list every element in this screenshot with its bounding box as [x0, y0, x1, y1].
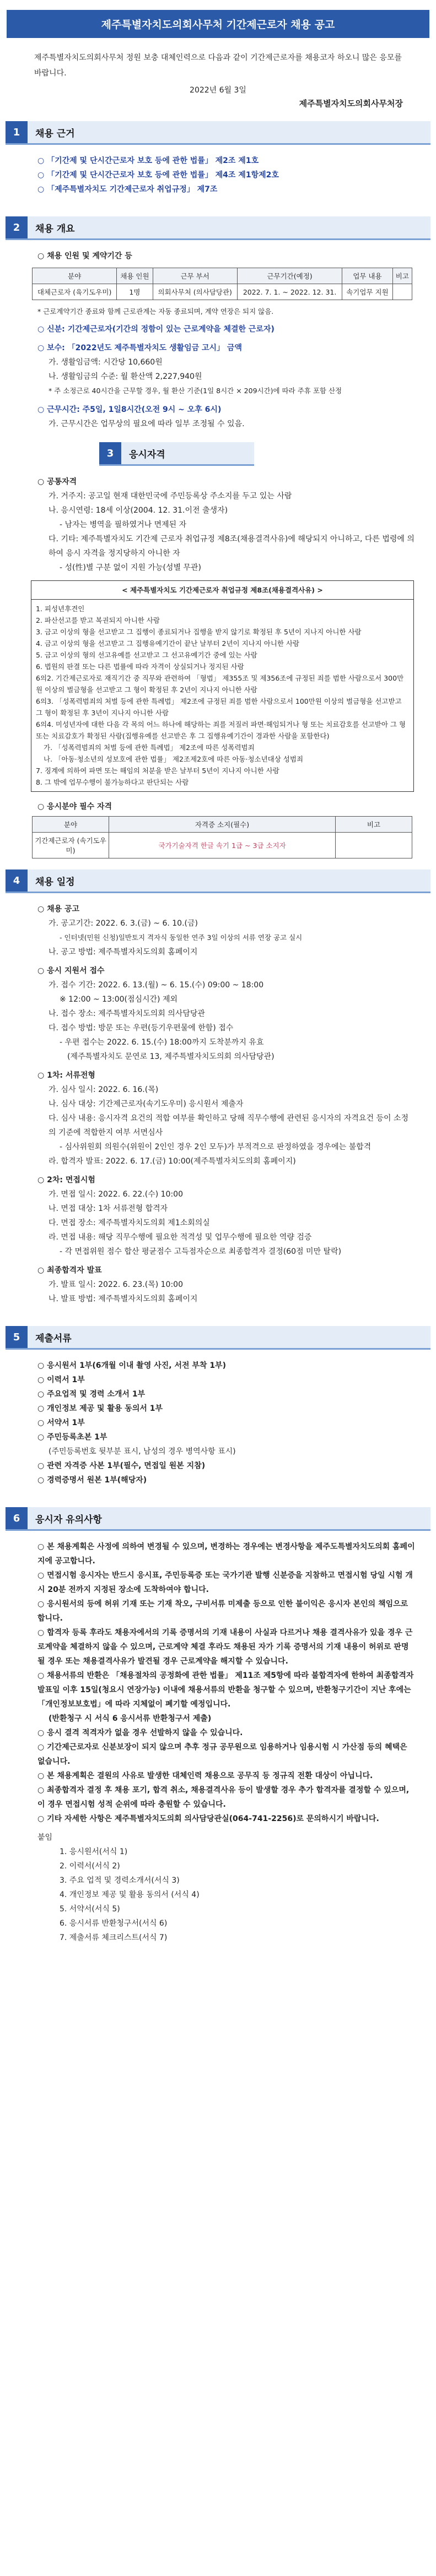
notice-item: ○ 본 채용계획은 결원의 사유로 발생한 대체인력 채용으로 공무직 등 정규직 전환 대상이 아닙니다.: [37, 1771, 373, 1780]
section-2-title: 채용 개요: [28, 216, 430, 238]
section-2-number: 2: [6, 216, 28, 238]
list-item: 6의3. 「성폭력범죄의 처벌 등에 관한 특례법」 제2조에 규정된 죄를 범한 사람으로서 100만원 이상의 벌금형을 선고받고 그 형이 확정된 후 3년이 지나지 아니한 사람: [36, 697, 402, 717]
attachment-item[interactable]: 5. 서약서(서식 5): [60, 1905, 120, 1914]
disqualification-box: [31, 580, 414, 792]
table-header: 업무 내용: [342, 268, 392, 284]
schedule-detail: 나. 발표 방법: 제주특별자치도의회 홈페이지: [49, 1295, 198, 1303]
issuing-organization: 제주특별자치도의회사무처장: [299, 99, 403, 108]
document-item: ○ 관련 자격증 사본 1부(필수, 면접일 원본 지참): [37, 1461, 206, 1470]
schedule-detail: 가. 심사 일시: 2022. 6. 16.(목): [49, 1085, 159, 1094]
table-header-row: [33, 268, 412, 284]
schedule-detail: 나. 공고 방법: 제주특별자치도의회 홈페이지: [49, 948, 198, 957]
list-item: 2. 파산선고를 받고 복권되지 아니한 사람: [36, 616, 160, 624]
document-item: ○ 이력서 1부: [37, 1376, 85, 1384]
list-item: 3. 금고 이상의 형을 선고받고 그 집행이 종료되거나 집행을 받지 않기로 확정된 후 5년이 지나지 아니한 사람: [36, 628, 362, 636]
required-qualification-heading: ○ 응시분야 필수 자격: [37, 802, 112, 811]
page-title: 제주특별자치도의회사무처 기간제근로자 채용 공고: [7, 10, 429, 38]
schedule-notice-heading: ○ 채용 공고: [37, 905, 80, 914]
table-cell: 국가기술자격 한글 속기 1급 ~ 3급 소지자: [109, 833, 336, 858]
section-5-number: 5: [6, 1326, 28, 1348]
schedule-detail: - 심사위원회 의원수(위원이 2인인 경우 2인 모두)가 부적격으로 판정하였을 경우에는 불합격: [60, 1143, 372, 1151]
list-item: 6. 법원의 판결 또는 다른 법률에 따라 자격이 상실되거나 정지된 사람: [36, 662, 244, 671]
section-4-number: 4: [6, 869, 28, 892]
table-header: 근무 부서: [153, 268, 237, 284]
schedule-detail: 나. 면접 대상: 1차 서류전형 합격자: [49, 1204, 168, 1213]
notice-item: ○ 면접시험 응시자는 반드시 응시표, 주민등록증 또는 국가기관 발행 신분증을 지참하고 면접시험 당일 시험 개시 20분 전까지 지정된 장소에 도착하여야 합니다.: [37, 1571, 413, 1594]
required-qualification-table: [32, 816, 412, 858]
document-item: ○ 주요업적 및 경력 소개서 1부: [37, 1390, 146, 1399]
schedule-interview-heading: ○ 2차: 면접시험: [37, 1176, 95, 1184]
schedule-final-heading: ○ 최종합격자 발표: [37, 1266, 102, 1275]
table-row: [33, 284, 412, 300]
attachments: [6, 1830, 430, 1845]
schedule-detail: ※ 12:00 ~ 13:00(점심시간) 제외: [60, 995, 178, 1004]
table-header-row: [33, 817, 412, 833]
notice-item: ○ 기타 자세한 사항은 제주특별자치도의회 의사담당관실(064-741-2256)로 문의하시기 바랍니다.: [37, 1814, 379, 1823]
notice-item-note: (반환청구 시 서식 6 응시서류 반환청구서 제출): [49, 1714, 212, 1723]
section-2-header: [6, 216, 430, 240]
table-header: 비고: [336, 817, 412, 833]
document-item: ○ 개인정보 제공 및 활용 동의서 1부: [37, 1404, 163, 1413]
table-cell: 기간제근로자 (속기도우미): [33, 833, 109, 858]
section-6-header: [6, 1507, 430, 1531]
schedule-detail: - 우편 접수는 2022. 6. 15.(수) 18:00까지 도착분까지 유효: [60, 1038, 264, 1047]
table-header: 분야: [33, 817, 109, 833]
section-5-title: 제출서류: [28, 1326, 430, 1348]
document-item: ○ 주민등록초본 1부: [37, 1433, 107, 1442]
table-header: 분야: [33, 268, 117, 284]
notice-item: ○ 본 채용계획은 사정에 의하여 변경될 수 있으며, 변경하는 경우에는 변경사항을 제주도특별자치도의회 홈페이지에 공고합니다.: [37, 1542, 415, 1566]
announcement-page: [6, 0, 430, 1954]
schedule-detail: 다. 접수 방법: 방문 또는 우편(등기우편물에 한함) 접수: [49, 1024, 234, 1032]
announcement-date: 2022년 6월 3일: [190, 86, 246, 95]
attachment-item[interactable]: 3. 주요 업적 및 경력소개서(서식 3): [60, 1876, 180, 1885]
list-item: 나. 「아동·청소년의 성보호에 관한 법률」 제2조제2호에 따른 아동·청소년대상 성범죄: [44, 755, 304, 763]
schedule-application-heading: ○ 응시 지원서 접수: [37, 966, 105, 975]
schedule-detail: (제주특별자치도 문연로 13, 제주특별자치도의회 의사담당관): [67, 1052, 274, 1061]
basis-item-1: ○ 「기간제 및 단시간근로자 보호 등에 관한 법률」 제2조 제1호: [37, 156, 259, 165]
attachment-item[interactable]: 1. 응시원서(서식 1): [60, 1847, 128, 1856]
table-cell: 대체근로자 (육기도우미): [33, 284, 117, 300]
qualification-gender: - 성(性)별 구분 없이 지원 가능(성별 무관): [60, 563, 201, 572]
document-item: ○ 응시원서 1부(6개월 이내 촬영 사진, 서전 부착 1부): [37, 1361, 226, 1370]
section-1-number: 1: [6, 121, 28, 143]
status-item: ○ 신분: 기간제근로자(기간의 정함이 있는 근로계약을 체결한 근로자): [37, 325, 274, 334]
schedule-detail: 가. 발표 일시: 2022. 6. 23.(목) 10:00: [49, 1280, 183, 1289]
intro-text: 제주특별자치도의회사무처 정원 보충 대체인력으로 다음과 같이 기간제근로자를 채용코자 하오니 많은 응모를 바랍니다.: [34, 53, 402, 78]
attachment-item[interactable]: 4. 개인정보 제공 및 활용 동의서 (서식 4): [60, 1890, 200, 1899]
schedule-detail: 다. 면접 장소: 제주특별자치도의회 제1소회의실: [49, 1219, 210, 1227]
schedule-detail: 라. 면접 내용: 해당 직무수행에 필요한 적격성 및 업무수행에 필요한 역량 검증: [49, 1233, 312, 1242]
table-header: 근무기간(예정): [237, 268, 342, 284]
attachment-item[interactable]: 6. 응시서류 반환청구서(서식 6): [60, 1919, 168, 1928]
contract-note: * 근로계약기간 종료와 함께 근로관계는 자동 종료되며, 계약 연장은 되지 않음.: [37, 307, 274, 316]
pay-detail-1: 가. 생활임금액: 시간당 10,660원: [49, 358, 163, 367]
notice-item: ○ 채용서류의 반환은 「채용절차의 공정화에 관한 법률」 제11조 제5항에 따라 불합격자에 한하여 최종합격자 발표일 이후 15일(청요시 연장가능) 이내에 채용서류의 반환을 청구할 수 있으며, 반환청구기간이 지난 후에는 「개인정보보호법」에 따라 지체없이 폐기할 예정입니다.: [37, 1671, 414, 1709]
attachments-label: 붙임: [37, 1833, 53, 1842]
section-4-header: [6, 869, 430, 893]
list-item: 1. 피성년후견인: [36, 605, 85, 613]
list-item: 가. 「성폭력범죄의 처벌 등에 관한 특례법」 제2조에 따른 성폭력범죄: [44, 743, 255, 752]
pay-item: ○ 보수: 「2022년도 제주특별자치도 생활임금 고시」 금액: [37, 344, 242, 352]
table-cell: 2022. 7. 1. ~ 2022. 12. 31.: [237, 284, 342, 300]
schedule-detail: 가. 면접 일시: 2022. 6. 22.(수) 10:00: [49, 1190, 183, 1199]
table-cell: 속기업무 지원: [342, 284, 392, 300]
section-3-header: [99, 442, 254, 466]
schedule-detail: 라. 합격자 발표: 2022. 6. 17.(금) 10:00(제주특별자치도의회 홈페이지): [49, 1157, 296, 1166]
table-cell: [336, 833, 412, 858]
recruit-table: [32, 268, 412, 300]
work-hours-detail: 가. 근무시간은 업무상의 필요에 따라 일부 조정될 수 있음.: [49, 420, 245, 428]
section-6-number: 6: [6, 1507, 28, 1529]
attachment-item[interactable]: 2. 이력서(서식 2): [60, 1862, 120, 1871]
table-cell: 의회사무처 (의사담당관): [153, 284, 237, 300]
schedule-detail: 나. 심사 대상: 기간제근로자(속기도우미) 응시원서 제출자: [49, 1100, 244, 1108]
table-header: 채용 인원: [117, 268, 153, 284]
section-6-title: 응시자 유의사항: [28, 1507, 430, 1529]
section-3-title: 응시자격: [121, 442, 254, 464]
notice-item: ○ 합격자 등록 후라도 채용자에서의 기록 증명서의 기재 내용이 사실과 다르거나 채용 결격사유가 있을 경우 근로계약을 체결하지 않을 수 있으며, 근로계약 체결 후라도 채용된 자가 기록 증명서의 기재 내용이 허위로 판명될 경우 또는 채용결격사유가 발견될 경우 근로계약을 해지할 수 있습니다.: [37, 1628, 413, 1666]
attachment-item[interactable]: 7. 제출서류 체크리스트(서식 7): [60, 1933, 168, 1942]
disqualification-box-title: < 제주특별자치도 기간제근로자 취업규정 제8조(채용결격사유) >: [31, 581, 413, 600]
work-hours-item: ○ 근무시간: 주5일, 1일8시간(오전 9시 ~ 오후 6시): [37, 405, 222, 414]
schedule-detail: 가. 접수 기간: 2022. 6. 13.(월) ~ 6. 15.(수) 09:00 ~ 18:00: [49, 981, 264, 990]
qualification-other: 다. 기타: 제주특별자치도 기간제 근로자 취업규정 제8조(채용결격사유)에 해당되지 아니하고, 다른 법령에 의하여 응시 자격을 정지당하지 아니한 자: [49, 535, 415, 558]
table-header: 비고: [392, 268, 412, 284]
basis-item-3: ○ 「제주특별자치도 기간제근로자 취업규정」 제7조: [37, 185, 218, 194]
list-item: 6의4. 미성년자에 대한 다음 각 목의 어느 하나에 해당하는 죄를 저질러 파면·해임되거나 형 또는 치료감호를 선고받아 그 형 또는 치료감호가 확정된 사람(집행유예를 선고받은 후 그 집행유예기간이 경과한 사람을 포함한다): [36, 720, 406, 740]
qualification-military: - 남자는 병역을 필하였거나 면제된 자: [60, 520, 187, 529]
schedule-detail: - 인터넷(민원 신청)일반토지 격자식 동일한 연주 3일 이상의 서류 연장 공고 실시: [60, 933, 303, 942]
section-3-number: 3: [99, 442, 121, 464]
document-item-note: (주민등록번호 뒷부분 표시, 남성의 경우 병역사항 표시): [49, 1447, 236, 1456]
notice-item: ○ 기간제근로자로 신분보장이 되지 않으며 추후 정규 공무원으로 임용하거나 임용시험 시 가산점 등의 혜택은 없습니다.: [37, 1743, 407, 1766]
document-item: ○ 서약서 1부: [37, 1419, 85, 1427]
schedule-document-screening-heading: ○ 1차: 서류전형: [37, 1071, 95, 1080]
list-item: 4. 금고 이상의 형을 선고받고 그 집행유예기간이 끝난 날부터 2년이 지나지 아니한 사람: [36, 639, 300, 648]
schedule-detail: 나. 접수 장소: 제주특별자치도의회 의사담당관: [49, 1009, 205, 1018]
table-cell: [392, 284, 412, 300]
notice-item: ○ 응시원서의 등에 허위 기재 또는 기재 착오, 구비서류 미제출 등으로 인한 불이익은 응시자 본인의 책임으로 합니다.: [37, 1600, 408, 1623]
table-header: 자격증 소지(필수): [109, 817, 336, 833]
basis-item-2: ○ 「기간제 및 단시간근로자 보호 등에 관한 법률」 제4조 제1항제2호: [37, 171, 279, 180]
pay-detail-3: * 주 소정근로 40시간을 근무할 경우, 월 환산 기준(1일 8시간 × 209시간)에 따라 주휴 포함 산정: [49, 387, 342, 395]
section-1-title: 채용 근거: [28, 121, 430, 143]
section-1-header: [6, 121, 430, 145]
pay-detail-2: 나. 생활임금의 수준: 월 환산액 2,227,940원: [49, 372, 202, 381]
section-4-title: 채용 일정: [28, 869, 430, 892]
qualification-residence: 가. 거주지: 공고일 현재 대한민국에 주민등록상 주소지를 두고 있는 사람: [49, 492, 292, 501]
schedule-detail: 다. 심사 내용: 응시자격 요건의 적합 여부를 확인하고 당해 직무수행에 관련된 응시자의 자격요건 등이 소정의 기준에 적합한지 여부 서면심사: [49, 1114, 408, 1137]
list-item: 7. 징계에 의하여 파면 또는 해임의 처분을 받은 날부터 5년이 지나지 아니한 사람: [36, 767, 279, 775]
common-qualification-heading: ○ 공통자격: [37, 477, 77, 486]
schedule-detail: 가. 공고기간: 2022. 6. 3.(금) ~ 6. 10.(금): [49, 919, 198, 928]
list-item: 8. 그 밖에 업무수행이 불가능하다고 판단되는 사람: [36, 778, 189, 786]
section-5-header: [6, 1326, 430, 1350]
list-item: 6의2. 기간제근로자로 재직기간 중 직무와 관련하여 「형법」 제355조 및 제356조에 규정된 죄를 범한 사람으로서 300만원 이상의 벌금형을 선고받고 그 형이 확정된 후 2년이 지나지 아니한 사람: [36, 674, 404, 694]
disqualification-list: [31, 600, 413, 791]
schedule-detail: - 각 면접위원 점수 합산 평균점수 고득점자순으로 최종합격자 결정(60점 미만 탈락): [60, 1247, 342, 1256]
notice-item: ○ 응시 결격 적격자가 없을 경우 선발하지 않을 수 있습니다.: [37, 1729, 243, 1737]
table-row: [33, 833, 412, 858]
list-item: 5. 금고 이상의 형의 선고유예를 선고받고 그 선고유예기간 중에 있는 사람: [36, 651, 257, 659]
table-cell: 1명: [117, 284, 153, 300]
qualification-age: 나. 응시연령: 18세 이상(2004. 12. 31.이전 출생자): [49, 506, 228, 515]
recruit-count-heading: ○ 채용 인원 및 계약기간 등: [37, 252, 132, 260]
document-item: ○ 경력증명서 원본 1부(해당자): [37, 1476, 147, 1485]
notice-item: ○ 최종합격자 결정 후 채용 포기, 합격 취소, 채용결격사유 등이 발생할 경우 추가 합격자를 결정할 수 있으며, 이 경우 면접시험 성적 순위에 따라 충원할 수 있습니다.: [37, 1786, 410, 1809]
